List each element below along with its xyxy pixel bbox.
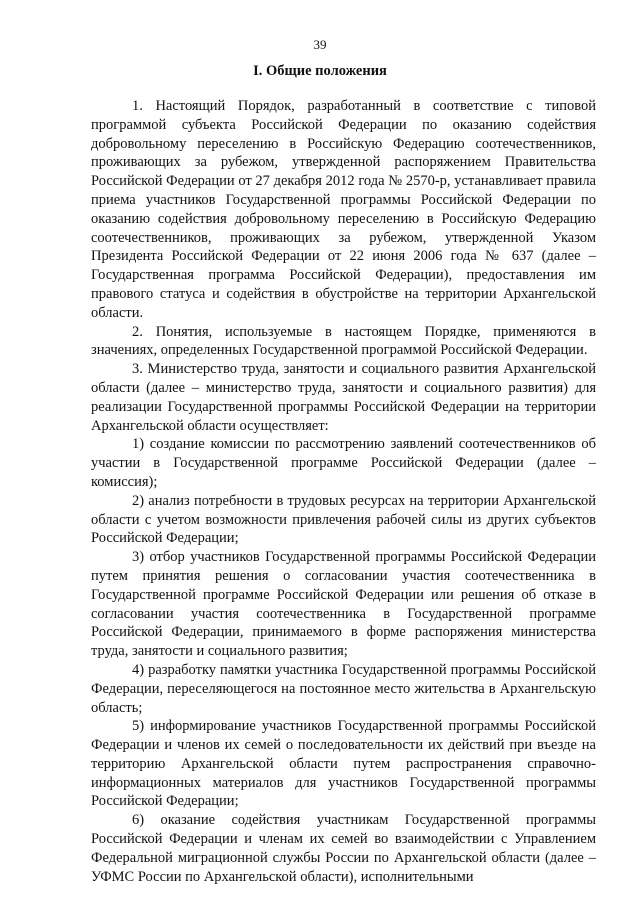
paragraph-3: 3. Министерство труда, занятости и социального развития Архангельской области (далее – министерство труда, занятости и социального развития) для реализации Государственной программы Российской Федерации на территории Архангельской области осуществляет:: [91, 361, 596, 434]
list-item-4: 4) разработку памятки участника Государственной программы Российской Федерации, переселяющегося на постоянное место жительства в Архангельскую область;: [91, 661, 596, 716]
section-heading: I. Общие положения: [253, 63, 387, 79]
page-number: 39: [313, 37, 327, 52]
list-item-6: 6) оказание содействия участникам Государственной программы Российской Федерации и членам их семей во взаимодействии с Управлением Федеральной миграционной службы России по Архангельской области (далее – УФМС России по Архангельской области), исполнительными: [91, 812, 596, 885]
list-item-2: 2) анализ потребности в трудовых ресурсах на территории Архангельской области с учетом возможности привлечения рабочей силы из других субъектов Российской Федерации;: [91, 492, 596, 547]
list-item-3: 3) отбор участников Государственной программы Российской Федерации путем принятия решения о согласовании участия соотечественника в Государственной программе Российской Федерации или решения об отказе в согласовании участия соотечественника в Государственной программе Российской Федерации, принимаемого в форме распоряжения министерства труда, занятости и социального развития;: [91, 549, 596, 660]
list-item-5: 5) информирование участников Государственной программы Российской Федерации и членов их семей о последовательности их действий при въезде на территорию Архангельской области путем распространения справочно-информационных материалов для участников Государственной программы Российской Федерации;: [91, 718, 596, 810]
paragraph-2: 2. Понятия, используемые в настоящем Порядке, применяются в значениях, определенных Государственной программой Российской Федерации.: [91, 323, 596, 359]
paragraph-1: 1. Настоящий Порядок, разработанный в соответствие с типовой программой субъекта Российской Федерации по оказанию содействия добровольному переселению в Российскую Федерацию соотечественников, проживающих за рубежом, утвержденной распоряжением Правительства Российской Федерации от 27 декабря 2012 года № 2570-р, устанавливает правила приема участников Государственной программы Российской Федерации по оказанию содействия добровольному переселению в Российскую Федерацию соотечественников, проживающих за рубежом, утвержденной Указом Президента Российской Федерации от 22 июня 2006 года № 637 (далее – Государственная программа Российской Федерации), предоставления им правового статуса и содействия в обустройстве на территории Архангельской области.: [91, 98, 596, 321]
document-body: [91, 97, 596, 886]
list-item-1: 1) создание комиссии по рассмотрению заявлений соотечественников об участии в Государственной программе Российской Федерации (далее – комиссия);: [91, 436, 596, 490]
